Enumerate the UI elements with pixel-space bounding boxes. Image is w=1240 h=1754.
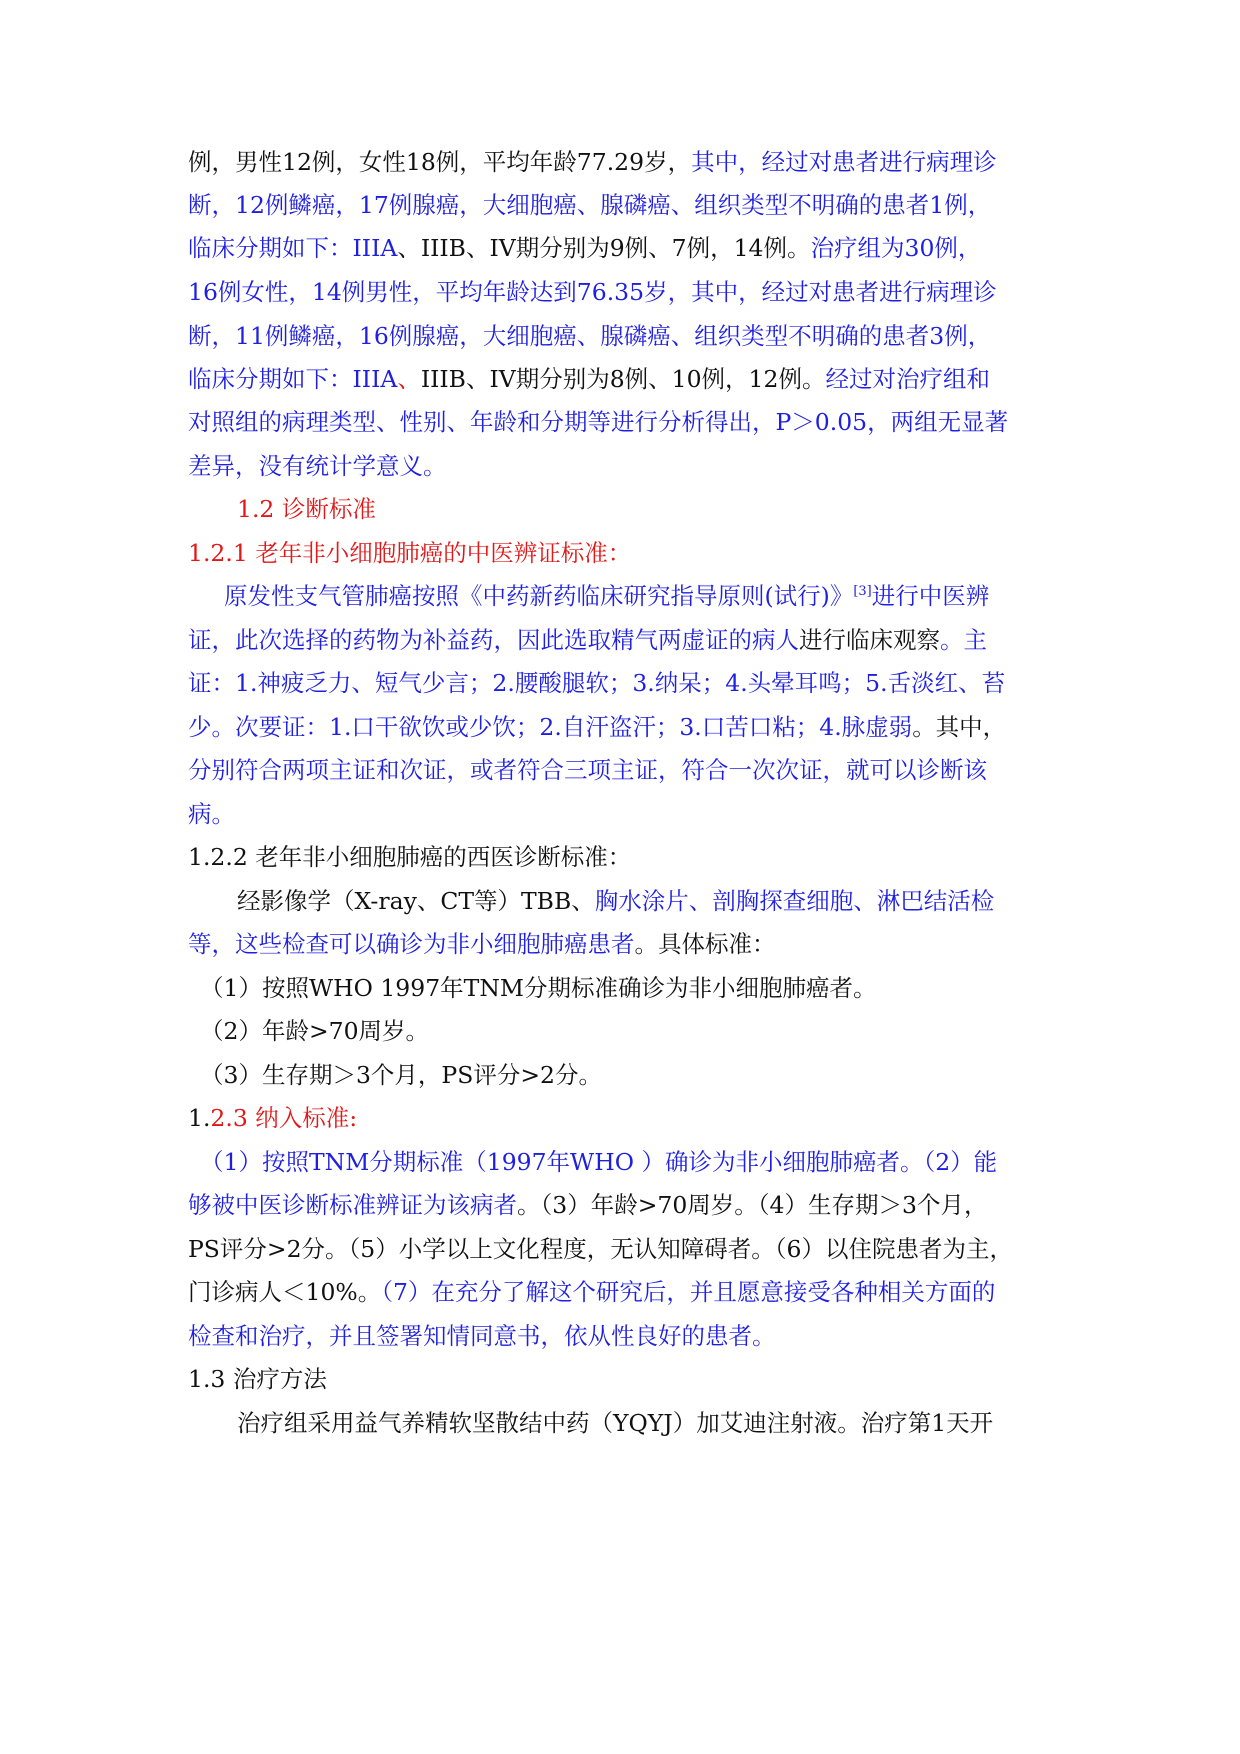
paragraph-line: 断，11例鳞癌，16例腺癌，大细胞癌、腺磷癌、组织类型不明确的患者3例， <box>188 322 992 350</box>
subsection-heading: 1.2.2 老年非小细胞肺癌的西医诊断标准： <box>188 843 632 871</box>
paragraph-line <box>224 579 989 613</box>
paragraph-line <box>188 362 990 396</box>
paragraph-line <box>188 231 981 265</box>
paragraph-line <box>188 1275 995 1309</box>
paragraph-line <box>237 884 994 918</box>
section-heading: 1.2 诊断标准 <box>237 495 376 523</box>
paragraph-line <box>188 1188 987 1222</box>
text-run: 例，男性12例，女性18例，平均年龄77.29岁， <box>188 148 692 176</box>
paragraph-line: 检查和治疗，并且签署知情同意书，依从性良好的患者。 <box>188 1322 776 1350</box>
paragraph-line: 证：1.神疲乏力、短气少言；2.腰酸腿软；3.纳呆；4.头晕耳鸣；5.舌淡红、苔 <box>188 669 1006 697</box>
paragraph-line: 断，12例鳞癌，17例腺癌，大细胞癌、腺磷癌、组织类型不明确的患者1例， <box>188 191 992 219</box>
text-run: 原发性支气管肺癌按照《中药新药临床研究指导原则(试行)》 <box>224 582 854 610</box>
text-run: 治疗组为30例， <box>810 234 982 262</box>
paragraph-line: 对照组的病理类型、性别、年龄和分期等进行分析得出，P＞0.05，两组无显著 <box>188 408 1009 436</box>
citation-ref: [3] <box>853 584 872 599</box>
list-item: （3）生存期＞3个月，PS评分>2分。 <box>200 1061 602 1089</box>
text-run: 证，此次选择的药物为补益药，因此选取精气两虚证的病人 <box>188 626 799 654</box>
text-run: IIIB、IV期分别为8例、10例，12例。 <box>420 365 826 393</box>
text-run: 等，这些检查可以确诊为非小细胞肺癌患者 <box>188 930 635 958</box>
text-run: 。具体标准： <box>634 930 776 958</box>
paragraph-line <box>188 927 776 961</box>
paragraph-line: （1）按照TNM分期标准（1997年WHO ）确诊为非小细胞肺癌者。（2）能 <box>200 1148 998 1176</box>
subsection-heading: 1.2.1 老年非小细胞肺癌的中医辨证标准： <box>188 539 632 567</box>
paragraph-line: 16例女性，14例男性，平均年龄达到76.35岁，其中，经过对患者进行病理诊 <box>188 278 997 306</box>
section-heading: 1.3 治疗方法 <box>188 1365 327 1393</box>
subsection-heading <box>188 1101 357 1135</box>
text-run: 进行中医辨 <box>871 582 990 610</box>
text-run: 门诊病人＜10%。 <box>188 1278 382 1306</box>
text-run: 胸水涂片、剖胸探查细胞、淋巴结活检 <box>594 887 995 915</box>
text-run: （7）在充分了解这个研究后，并且愿意接受各种相关方面的 <box>381 1278 996 1306</box>
paragraph-line: PS评分>2分。（5）小学以上文化程度，无认知障碍者。（6）以住院患者为主， <box>188 1235 1013 1263</box>
text-run: 经过对治疗组和 <box>825 365 990 393</box>
paragraph-line <box>188 623 987 657</box>
paragraph-line <box>188 710 1006 744</box>
text-run: 。主 <box>940 626 987 654</box>
paragraph-line: 分别符合两项主证和次证，或者符合三项主证，符合一次次证，就可以诊断该 <box>188 756 987 784</box>
paragraph-line: 病。 <box>188 800 235 828</box>
text-run: 经影像学（X-ray、CT等）TBB、 <box>237 887 595 915</box>
text-run: 进行临床观察 <box>799 626 940 654</box>
text-run: 、IIIB、IV期分别为9例、7例，14例。 <box>397 234 811 262</box>
text-run: 2.3 纳入标准: <box>210 1104 358 1132</box>
paragraph-line: 差异，没有统计学意义。 <box>188 452 447 480</box>
text-run: 其中，经过对患者进行病理诊 <box>691 148 997 176</box>
text-run: 。（3）年龄>70周岁。（4）生存期＞3个月， <box>517 1191 988 1219</box>
paragraph-line <box>188 145 997 179</box>
list-item: （2）年龄>70周岁。 <box>200 1017 430 1045</box>
text-run: 少。次要证：1.口干欲饮或少饮；2.自汗盗汗；3.口苦口粘；4.脉虚弱 <box>188 713 913 741</box>
paragraph-line: 治疗组采用益气养精软坚散结中药（YQYJ）加艾迪注射液。治疗第1天开 <box>237 1409 994 1437</box>
text-run: 临床分期如下：IIIA <box>188 365 398 393</box>
list-item: （1）按照WHO 1997年TNM分期标准确诊为非小细胞肺癌者。 <box>200 974 877 1002</box>
text-run: 、 <box>397 365 421 393</box>
text-run: 1. <box>188 1104 211 1132</box>
text-run: 够被中医诊断标准辨证为该病者 <box>188 1191 517 1219</box>
text-run: 。其中， <box>912 713 1007 741</box>
text-run: 临床分期如下：IIIA <box>188 234 398 262</box>
